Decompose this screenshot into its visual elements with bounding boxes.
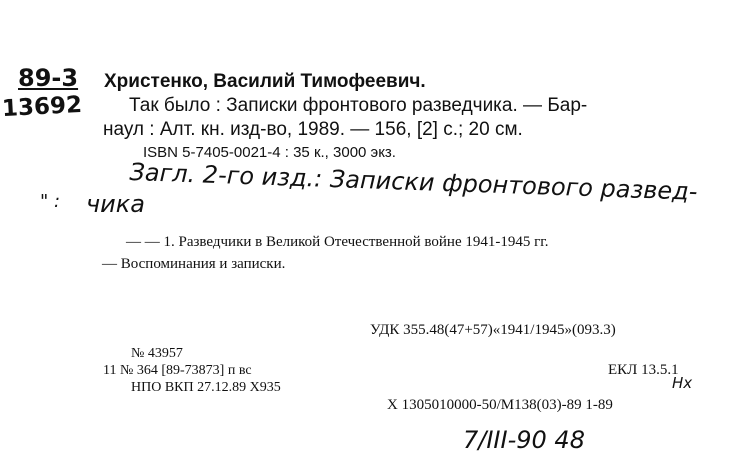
handwritten-note-line-1: Загл. 2-го изд.: Записки фронтового развед- [129,158,698,206]
subject-line-2: — Воспоминания и записки. [102,256,286,272]
order-line: 11 № 364 [89-73873] п вс [103,363,252,378]
shelfmark-bottom: 13692 [1,91,83,123]
title-line-1: Так было : Записки фронтового разведчика. — Бар- [129,95,588,116]
ekl-code: ЕКЛ 13.5.1 [608,362,679,378]
title-line-2: наул : Алт. кн. изд-во, 1989. — 156, [2] с.; 20 см. [103,119,523,140]
isbn-line: ISBN 5-7405-0021-4 : 35 к., 3000 экз. [143,144,396,161]
handwritten-mark: " : [40,191,61,212]
shelfmark-top: 89-3 [18,64,79,92]
card-number: № 43957 [131,346,183,361]
ekl-handwritten-mark: Нх [672,374,693,392]
author-heading: Христенко, Василий Тимофеевич. [104,71,426,92]
udk-code: УДК 355.48(47+57)«1941/1945»(093.3) [370,322,616,338]
classification-code-line: Х 1305010000-50/М138(03)-89 1-89 [387,397,613,413]
handwritten-note-line-2: чика [86,190,145,218]
npo-line: НПО ВКП 27.12.89 Х935 [131,380,281,395]
subject-line-1: — — 1. Разведчики в Великой Отечественной войне 1941-1945 гг. [126,234,549,250]
handwritten-date: 7/III-90 48 [463,426,585,454]
